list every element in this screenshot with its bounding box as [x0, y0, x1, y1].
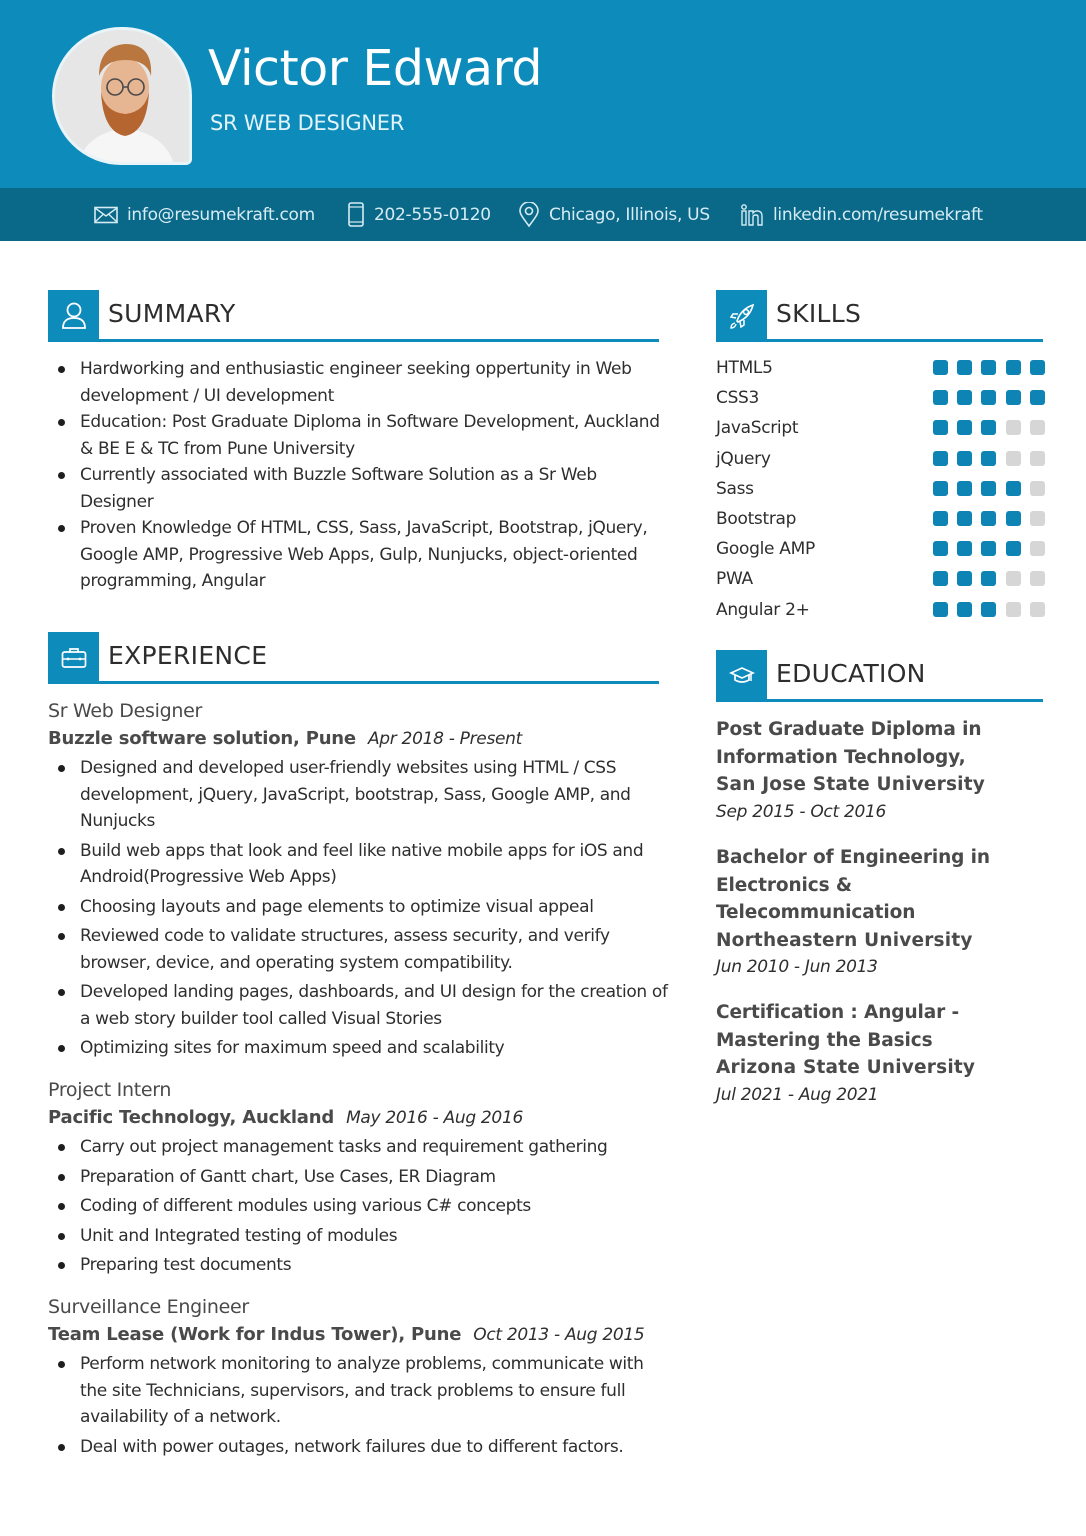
summary-divider	[99, 339, 659, 342]
linkedin-icon	[740, 204, 764, 226]
job-company: Buzzle software solution, Pune	[48, 728, 356, 749]
skill-name: JavaScript	[716, 418, 799, 439]
rating-square-filled	[1006, 360, 1021, 375]
location-text: Chicago, Illinois, US	[549, 204, 710, 225]
rating-square-filled	[933, 541, 948, 556]
contact-location	[518, 188, 710, 241]
candidate-name: Victor Edward	[208, 40, 542, 97]
rating-square-filled	[933, 602, 948, 617]
rating-square-filled	[933, 360, 948, 375]
candidate-title: SR WEB DESIGNER	[210, 111, 405, 135]
education-section-header	[716, 650, 1043, 702]
skill-row	[716, 567, 1046, 597]
rating-square-filled	[933, 390, 948, 405]
rocket-icon	[728, 302, 756, 330]
job-company: Team Lease (Work for Indus Tower), Pune	[48, 1324, 462, 1345]
job-bullet: Designed and developed user-friendly websites using HTML / CSS development, jQuery, JavaScript, bootstrap, Sass, Google AMP, and Nunjucks	[48, 755, 668, 835]
contact-email[interactable]	[94, 188, 315, 241]
rating-square-empty	[1030, 571, 1045, 586]
skill-name: PWA	[716, 569, 753, 590]
briefcase-icon	[61, 647, 87, 669]
skill-row	[716, 386, 1046, 416]
rating-square-filled	[1006, 541, 1021, 556]
skill-name: HTML5	[716, 358, 773, 378]
job-company-line	[48, 728, 522, 749]
skill-name: Angular 2+	[716, 599, 810, 620]
experience-icon-box	[48, 632, 99, 684]
summary-icon-box	[48, 290, 99, 342]
job-bullet: Coding of different modules using various C# concepts	[48, 1193, 668, 1220]
rating-square-filled	[957, 390, 972, 405]
education-dates: Sep 2015 - Oct 2016	[716, 801, 887, 822]
contact-phone[interactable]	[347, 188, 491, 241]
rating-square-filled	[1006, 390, 1021, 405]
rating-square-filled	[1030, 360, 1045, 375]
rating-square-filled	[981, 360, 996, 375]
rating-square-empty	[1006, 571, 1021, 586]
skills-heading: SKILLS	[776, 299, 862, 328]
rating-square-filled	[981, 390, 996, 405]
education-degree: Electronics &	[716, 874, 852, 896]
linkedin-text: linkedin.com/resumekraft	[773, 204, 983, 225]
rating-square-empty	[1030, 602, 1045, 617]
rating-square-filled	[981, 420, 996, 435]
skill-name: Google AMP	[716, 539, 815, 560]
experience-section-header	[48, 632, 659, 684]
job-title: Project Intern	[48, 1079, 172, 1101]
skills-icon-box	[716, 290, 767, 342]
summary-heading: SUMMARY	[108, 299, 236, 328]
summary-item: Hardworking and enthusiastic engineer seeking oppertunity in Web development / UI development	[48, 356, 668, 409]
rating-square-filled	[1006, 481, 1021, 496]
experience-divider	[99, 681, 659, 684]
rating-square-empty	[1030, 511, 1045, 526]
rating-square-filled	[957, 511, 972, 526]
job-title: Surveillance Engineer	[48, 1296, 249, 1318]
education-entry	[716, 716, 1056, 826]
skill-row	[716, 598, 1046, 628]
job-bullet: Preparing test documents	[48, 1252, 668, 1279]
job-bullets	[48, 1351, 668, 1463]
rating-square-filled	[981, 541, 996, 556]
education-school: Northeastern University	[716, 929, 973, 951]
rating-square-filled	[981, 571, 996, 586]
resume-header	[0, 0, 1086, 188]
contact-linkedin[interactable]	[740, 188, 983, 241]
education-heading: EDUCATION	[776, 659, 926, 688]
profile-photo	[52, 27, 192, 165]
graduation-cap-icon	[729, 665, 755, 687]
rating-square-empty	[1006, 451, 1021, 466]
rating-square-filled	[957, 360, 972, 375]
skills-section-header	[716, 290, 1043, 342]
job-title: Sr Web Designer	[48, 700, 202, 722]
job-bullet: Unit and Integrated testing of modules	[48, 1223, 668, 1250]
job-bullet: Build web apps that look and feel like native mobile apps for iOS and Android(Progressive Web Apps)	[48, 838, 668, 891]
experience-heading: EXPERIENCE	[108, 641, 268, 670]
rating-square-filled	[957, 420, 972, 435]
job-dates: Oct 2013 - Aug 2015	[473, 1325, 645, 1345]
rating-square-empty	[1006, 420, 1021, 435]
rating-square-filled	[933, 511, 948, 526]
rating-square-filled	[957, 602, 972, 617]
education-degree: Mastering the Basics	[716, 1029, 933, 1051]
job-bullets	[48, 755, 668, 1065]
job-company: Pacific Technology, Auckland	[48, 1107, 335, 1128]
rating-square-filled	[957, 571, 972, 586]
rating-square-filled	[933, 451, 948, 466]
rating-square-filled	[981, 451, 996, 466]
education-divider	[767, 699, 1043, 702]
education-school: Arizona State University	[716, 1057, 976, 1078]
skill-row	[716, 477, 1046, 507]
rating-square-filled	[981, 511, 996, 526]
rating-square-empty	[1030, 541, 1045, 556]
summary-item: Currently associated with Buzzle Software Solution as a Sr Web Designer	[48, 462, 668, 515]
job-company-line	[48, 1324, 644, 1345]
education-degree: Post Graduate Diploma in	[716, 719, 982, 740]
rating-square-filled	[957, 481, 972, 496]
rating-square-filled	[933, 481, 948, 496]
rating-square-filled	[933, 571, 948, 586]
education-school: San Jose State University	[716, 774, 986, 795]
skill-row	[716, 447, 1046, 477]
job-dates: Apr 2018 - Present	[367, 729, 523, 749]
summary-item: Proven Knowledge Of HTML, CSS, Sass, JavaScript, Bootstrap, jQuery, Google AMP, Progressive Web Apps, Gulp, Nunjucks, object-oriented programming, Angular	[48, 515, 668, 595]
skill-row	[716, 416, 1046, 446]
summary-list	[48, 356, 668, 595]
rating-square-filled	[957, 541, 972, 556]
skill-name: CSS3	[716, 388, 760, 409]
job-bullet: Choosing layouts and page elements to optimize visual appeal	[48, 894, 668, 921]
education-degree: Bachelor of Engineering in	[716, 847, 990, 868]
education-degree: Information Technology,	[716, 746, 966, 768]
rating-square-filled	[1030, 390, 1045, 405]
education-icon-box	[716, 650, 767, 702]
skill-row	[716, 356, 1046, 386]
skill-name: Sass	[716, 478, 754, 499]
education-dates: Jun 2010 - Jun 2013	[716, 957, 878, 977]
job-bullet: Optimizing sites for maximum speed and scalability	[48, 1035, 668, 1062]
email-text: info@resumekraft.com	[127, 204, 315, 225]
phone-icon	[347, 202, 365, 227]
rating-square-filled	[981, 602, 996, 617]
skill-name: jQuery	[716, 448, 771, 469]
rating-square-empty	[1030, 420, 1045, 435]
rating-square-filled	[981, 481, 996, 496]
summary-item: Education: Post Graduate Diploma in Software Development, Auckland & BE E & TC from Pune University	[48, 409, 668, 462]
job-company-line	[48, 1107, 523, 1128]
location-pin-icon	[518, 202, 540, 228]
rating-square-filled	[933, 420, 948, 435]
job-bullets	[48, 1134, 668, 1282]
education-degree: Telecommunication	[716, 902, 916, 923]
skills-divider	[767, 339, 1043, 342]
rating-square-empty	[1030, 451, 1045, 466]
envelope-icon	[94, 206, 118, 224]
user-icon	[61, 302, 87, 330]
education-degree: Certification : Angular -	[716, 1002, 960, 1023]
rating-square-empty	[1030, 481, 1045, 496]
rating-square-filled	[1006, 511, 1021, 526]
education-entry	[716, 844, 1056, 981]
education-dates: Jul 2021 - Aug 2021	[716, 1084, 879, 1105]
summary-section-header	[48, 290, 659, 342]
job-bullet: Reviewed code to validate structures, assess security, and verify browser, device, and operating system compatibility.	[48, 923, 668, 976]
rating-square-filled	[957, 451, 972, 466]
rating-square-empty	[1006, 602, 1021, 617]
job-dates: May 2016 - Aug 2016	[346, 1108, 523, 1128]
education-entry	[716, 999, 1056, 1109]
skill-row	[716, 537, 1046, 567]
phone-text: 202-555-0120	[374, 204, 491, 225]
job-bullet: Deal with power outages, network failures due to different factors.	[48, 1434, 668, 1461]
skill-row	[716, 507, 1046, 537]
job-bullet: Preparation of Gantt chart, Use Cases, ER Diagram	[48, 1164, 668, 1191]
job-bullet: Perform network monitoring to analyze problems, communicate with the site Technicians, supervisors, and track problems to ensure full availability of a network.	[48, 1351, 668, 1431]
job-bullet: Developed landing pages, dashboards, and UI design for the creation of a web story builder tool called Visual Stories	[48, 979, 668, 1032]
skill-name: Bootstrap	[716, 509, 797, 529]
job-bullet: Carry out project management tasks and requirement gathering	[48, 1134, 668, 1161]
contact-bar	[0, 188, 1086, 241]
